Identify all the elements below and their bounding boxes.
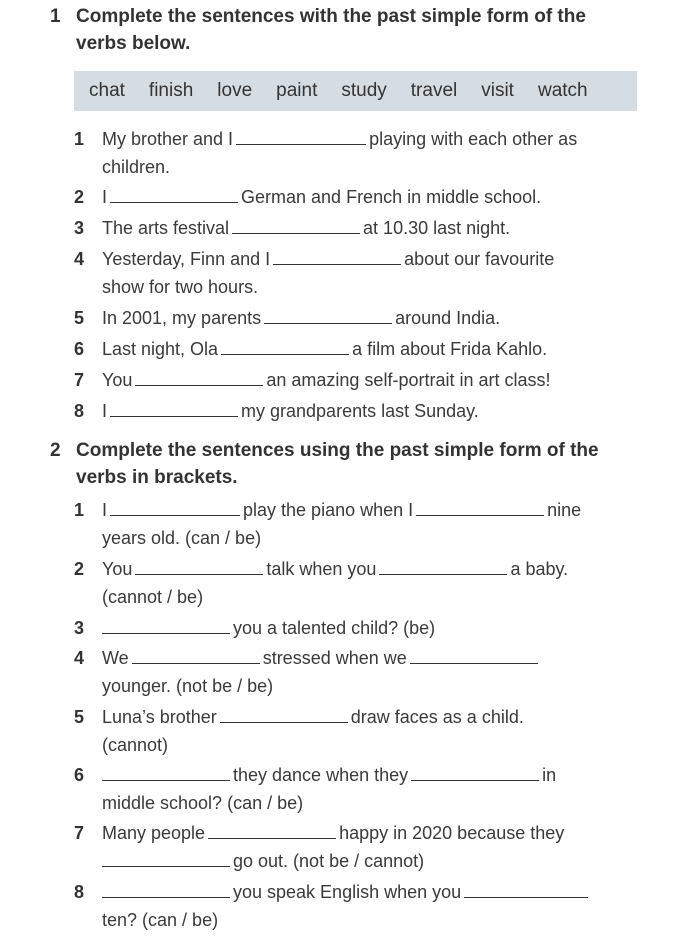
- item-number: 4: [74, 249, 85, 269]
- sentence-text: a film about Frida Kahlo.: [352, 339, 548, 359]
- item-number: 8: [74, 882, 85, 902]
- sentence-text: play the piano when I: [243, 500, 414, 520]
- sentence-text: The arts festival: [102, 218, 230, 238]
- answer-blank[interactable]: [273, 246, 401, 265]
- sentence-text: (cannot / be): [102, 587, 204, 607]
- answer-blank[interactable]: [236, 126, 366, 145]
- answer-blank[interactable]: [110, 398, 238, 417]
- sentence-text: you speak English when you: [233, 882, 462, 902]
- item-number: 5: [74, 707, 85, 727]
- sentence-text: happy in 2020 because they: [339, 823, 565, 843]
- sentence-text: talk when you: [266, 559, 377, 579]
- sentence-text: draw faces as a child.: [350, 707, 524, 727]
- answer-blank[interactable]: [135, 367, 263, 386]
- sentence-text: around India.: [395, 308, 501, 328]
- item-number: 8: [74, 401, 85, 421]
- ex2-item-6: [74, 761, 664, 817]
- item-number: 2: [74, 559, 85, 579]
- item-number: 3: [74, 218, 85, 238]
- ex1-item-5: [74, 304, 664, 332]
- item-number: 2: [74, 187, 85, 207]
- answer-blank[interactable]: [379, 556, 507, 575]
- sentence-text: I: [102, 187, 108, 207]
- exercise-2-heading: [50, 437, 650, 491]
- word-visit: visit: [481, 80, 514, 101]
- sentence-text: Many people: [102, 823, 206, 843]
- item-number: 7: [74, 370, 85, 390]
- answer-blank[interactable]: [102, 848, 230, 867]
- sentence-text: You: [102, 559, 133, 579]
- sentence-text: I: [102, 401, 108, 421]
- answer-blank[interactable]: [221, 336, 349, 355]
- sentence-text: I: [102, 500, 108, 520]
- answer-blank[interactable]: [264, 305, 392, 324]
- item-number: 6: [74, 339, 85, 359]
- answer-blank[interactable]: [220, 704, 348, 723]
- exercise-2-number: 2: [50, 440, 61, 461]
- ex1-item-3: [74, 214, 664, 242]
- ex1-item-2: [74, 183, 664, 211]
- exercise-1-number: 1: [50, 6, 61, 27]
- sentence-text: My brother and I: [102, 129, 234, 149]
- ex2-item-8: [74, 878, 664, 934]
- answer-blank[interactable]: [232, 215, 360, 234]
- word-chat: chat: [89, 80, 125, 101]
- word-travel: travel: [410, 80, 458, 101]
- item-number: 1: [74, 129, 85, 149]
- word-love: love: [217, 80, 253, 101]
- sentence-text: Luna’s brother: [102, 707, 217, 727]
- word-box: [74, 71, 637, 111]
- ex1-item-8: [74, 397, 664, 425]
- sentence-text: children.: [102, 157, 171, 177]
- sentence-text: my grandparents last Sunday.: [241, 401, 479, 421]
- sentence-text: a baby.: [510, 559, 569, 579]
- sentence-text: stressed when we: [262, 648, 407, 668]
- sentence-text: (cannot): [102, 735, 169, 755]
- word-watch: watch: [537, 80, 588, 101]
- answer-blank[interactable]: [110, 184, 238, 203]
- ex1-item-6: [74, 335, 664, 363]
- sentence-text: in: [542, 765, 557, 785]
- exercise-1-title-line-1: Complete the sentences with the past simple form of the: [76, 6, 586, 27]
- ex1-item-7: [74, 366, 664, 394]
- answer-blank[interactable]: [411, 762, 539, 781]
- sentence-text: Last night, Ola: [102, 339, 219, 359]
- ex2-item-7: [74, 819, 664, 875]
- sentence-text: go out. (not be / cannot): [233, 851, 425, 871]
- exercise-2-title-line-2: verbs in brackets.: [76, 467, 238, 488]
- sentence-text: ten? (can / be): [102, 910, 219, 930]
- ex1-item-4: [74, 245, 664, 301]
- item-number: 5: [74, 308, 85, 328]
- sentence-text: Yesterday, Finn and I: [102, 249, 271, 269]
- answer-blank[interactable]: [464, 879, 588, 898]
- answer-blank[interactable]: [208, 820, 336, 839]
- item-number: 1: [74, 500, 85, 520]
- answer-blank[interactable]: [132, 645, 260, 664]
- answer-blank[interactable]: [416, 497, 544, 516]
- sentence-text: middle school? (can / be): [102, 793, 304, 813]
- word-finish: finish: [148, 80, 194, 101]
- ex2-item-2: [74, 555, 664, 611]
- item-number: 7: [74, 823, 85, 843]
- item-number: 3: [74, 618, 85, 638]
- answer-blank[interactable]: [102, 879, 230, 898]
- ex2-item-3: [74, 614, 664, 642]
- ex2-item-1: [74, 496, 664, 552]
- answer-blank[interactable]: [102, 615, 230, 634]
- sentence-text: about our favourite: [404, 249, 555, 269]
- sentence-text: an amazing self-portrait in art class!: [266, 370, 551, 390]
- word-paint: paint: [276, 80, 318, 101]
- answer-blank[interactable]: [102, 762, 230, 781]
- answer-blank[interactable]: [410, 645, 538, 664]
- ex1-item-1: [74, 125, 664, 181]
- sentence-text: you a talented child? (be): [233, 618, 436, 638]
- sentence-text: In 2001, my parents: [102, 308, 262, 328]
- sentence-text: German and French in middle school.: [241, 187, 542, 207]
- sentence-text: We: [102, 648, 129, 668]
- sentence-text: playing with each other as: [369, 129, 578, 149]
- item-number: 4: [74, 648, 85, 668]
- sentence-text: younger. (not be / be): [102, 676, 274, 696]
- item-number: 6: [74, 765, 85, 785]
- exercise-1-heading: [50, 3, 650, 57]
- ex2-item-5: [74, 703, 664, 759]
- answer-blank[interactable]: [110, 497, 240, 516]
- sentence-text: at 10.30 last night.: [363, 218, 511, 238]
- sentence-text: they dance when they: [233, 765, 409, 785]
- sentence-text: show for two hours.: [102, 277, 259, 297]
- exercise-1-title-line-2: verbs below.: [76, 33, 191, 54]
- exercise-2-title-line-1: Complete the sentences using the past simple form of the: [76, 440, 599, 461]
- sentence-text: You: [102, 370, 133, 390]
- sentence-text: nine: [547, 500, 582, 520]
- answer-blank[interactable]: [135, 556, 263, 575]
- sentence-text: years old. (can / be): [102, 528, 262, 548]
- ex2-item-4: [74, 644, 664, 700]
- word-study: study: [341, 80, 387, 101]
